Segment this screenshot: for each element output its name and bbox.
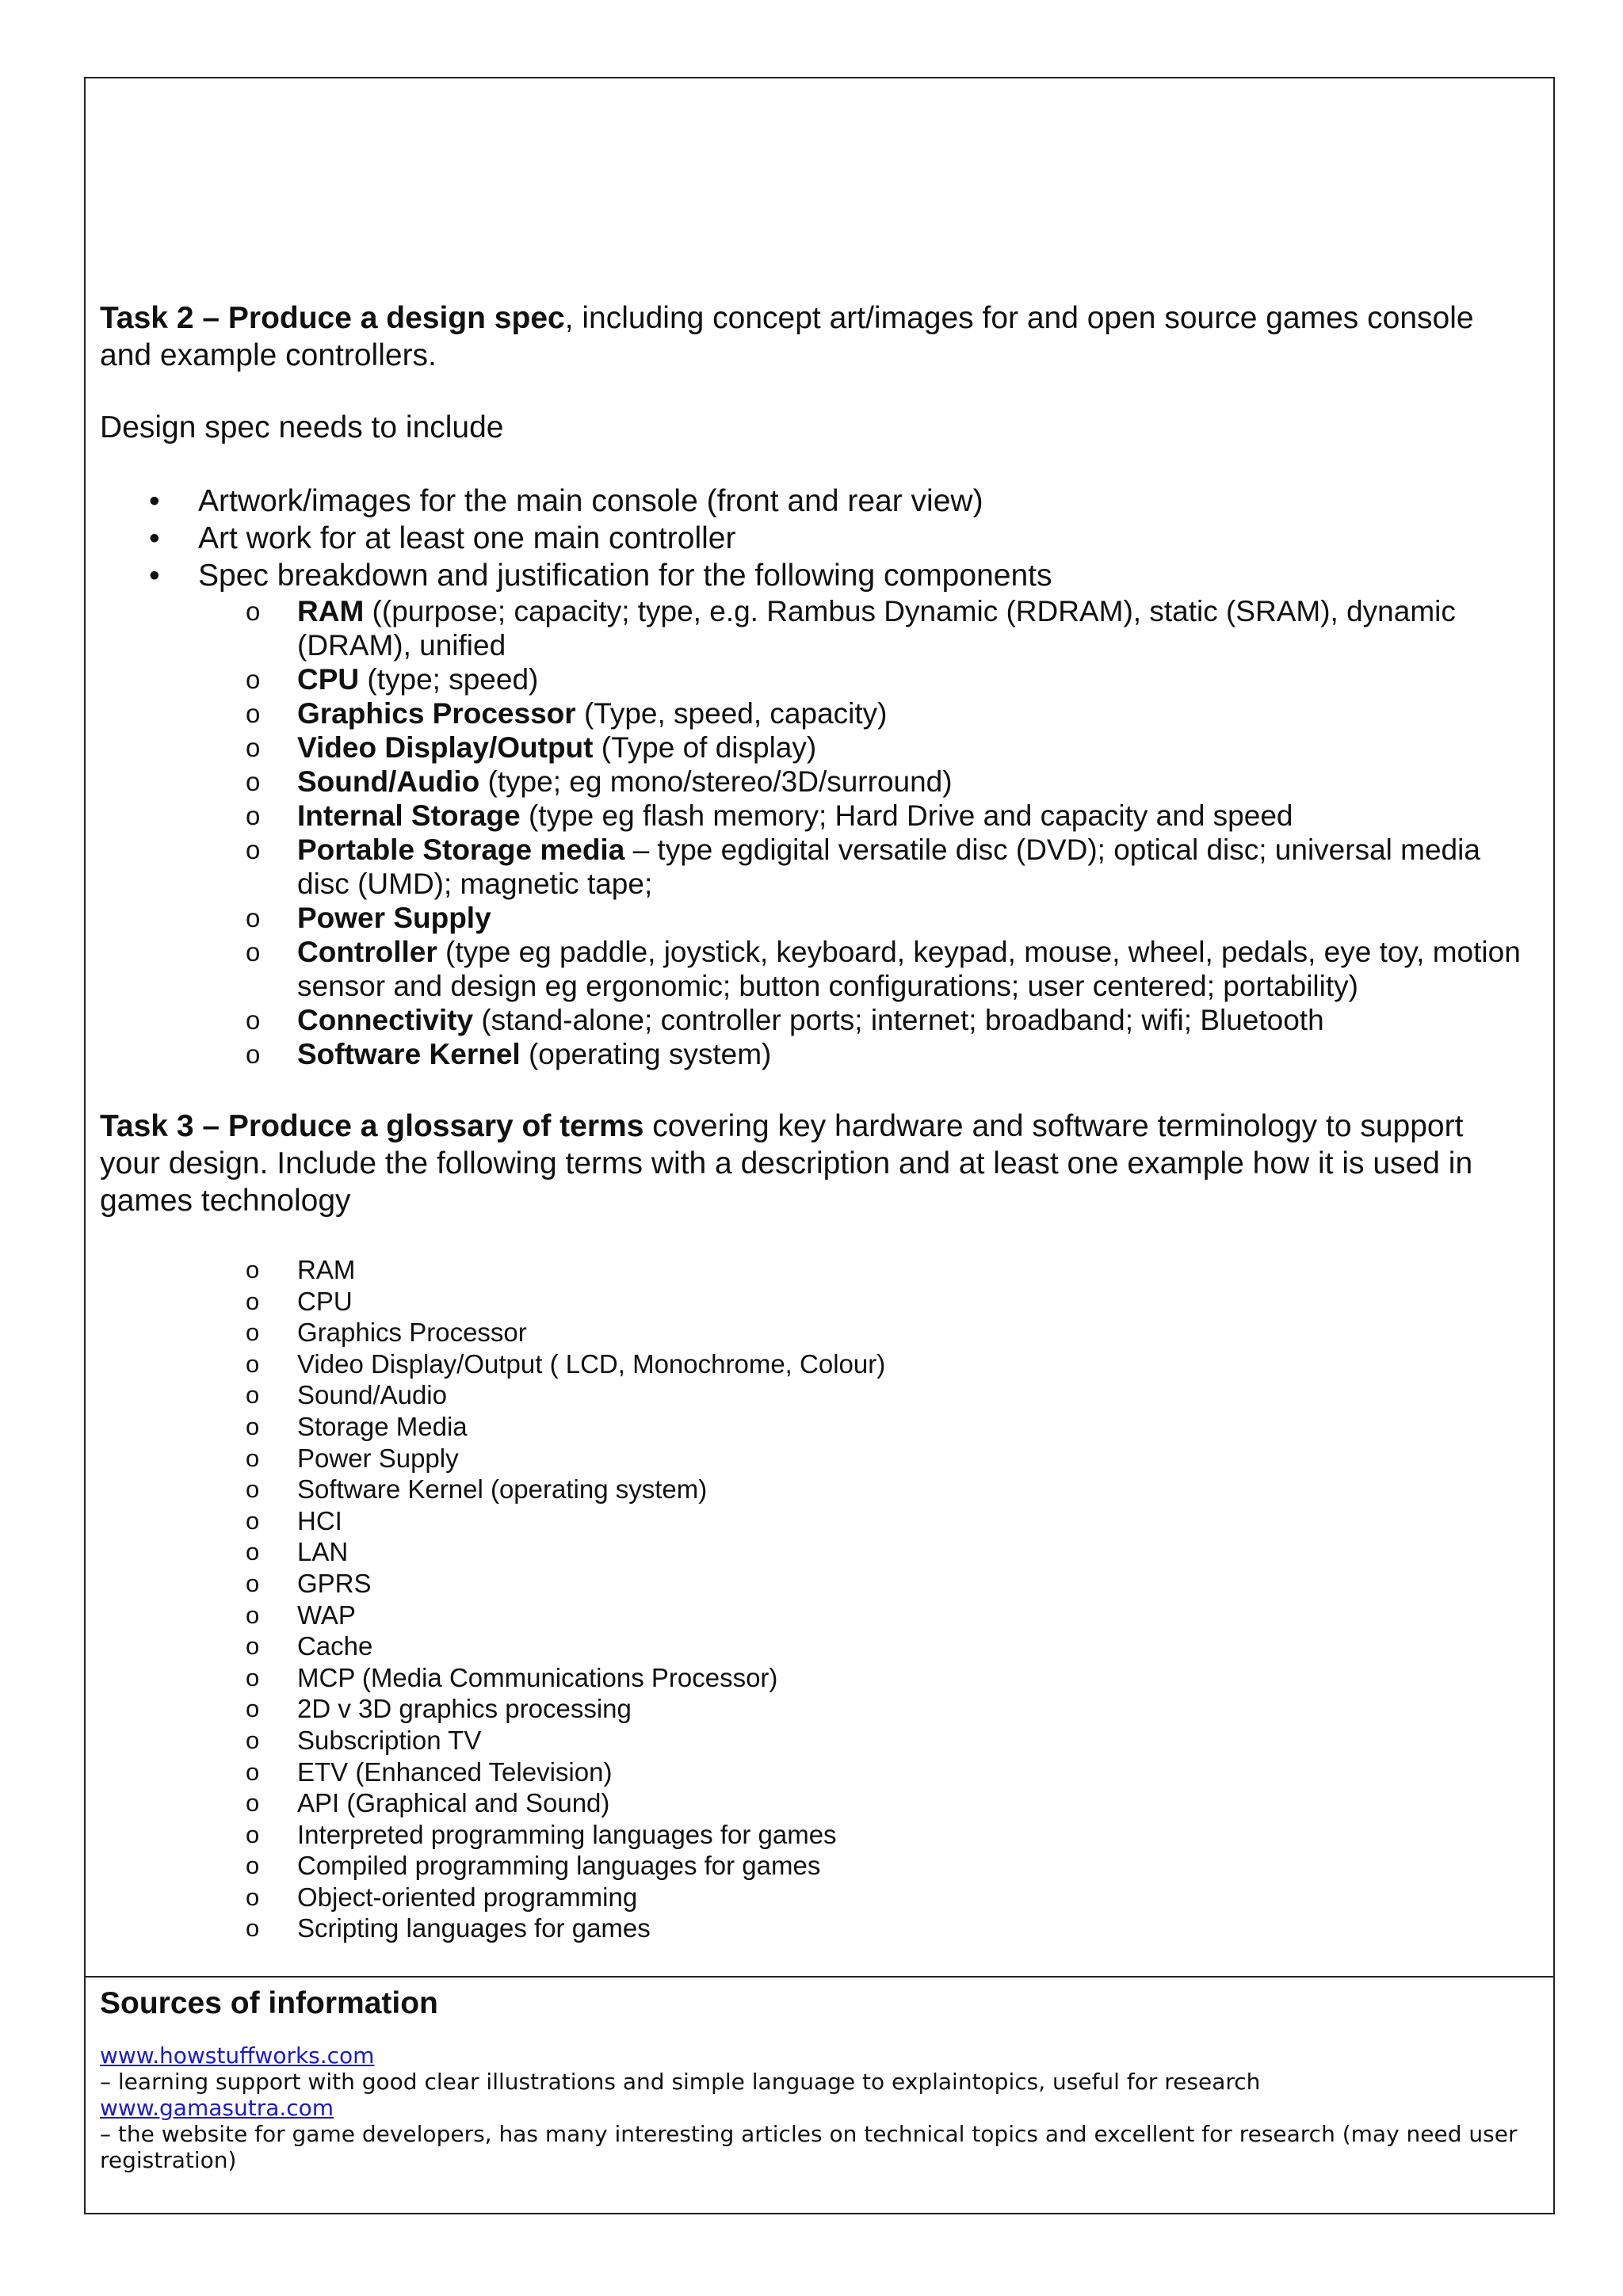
component-detail: (stand-alone; controller ports; internet; broadband; wifi; Bluetooth bbox=[473, 1004, 1324, 1036]
glossary-term: o Storage Media bbox=[100, 1411, 1526, 1443]
component-item bbox=[100, 799, 1526, 833]
glossary-term: o Subscription TV bbox=[100, 1725, 1526, 1756]
glossary-term: o Video Display/Output ( LCD, Monochrome, Colour) bbox=[100, 1348, 1526, 1380]
glossary-term: o Sound/Audio bbox=[100, 1379, 1526, 1411]
glossary-term: o Cache bbox=[100, 1630, 1526, 1662]
component-detail: (Type of display) bbox=[593, 731, 817, 764]
glossary-term: o HCI bbox=[100, 1505, 1526, 1537]
component-name: Software Kernel bbox=[297, 1038, 521, 1070]
component-item bbox=[100, 1003, 1526, 1037]
glossary-term: o GPRS bbox=[100, 1568, 1526, 1600]
component-detail: – type egdigital versatile disc (DVD); optical disc; universal media disc (UMD); magnetic tape; bbox=[297, 833, 1480, 900]
sources-title: Sources of information bbox=[100, 1986, 438, 2020]
glossary-term: o API (Graphical and Sound) bbox=[100, 1787, 1526, 1819]
bullet-item: • Spec breakdown and justification for the following components bbox=[100, 557, 1526, 594]
component-item bbox=[100, 833, 1526, 901]
glossary-term: o Compiled programming languages for games bbox=[100, 1850, 1526, 1882]
glossary-term-list bbox=[100, 1254, 1526, 1944]
component-name: Graphics Processor bbox=[297, 697, 576, 730]
task2-description: , including concept art/images for and open source games console and example controllers. bbox=[100, 301, 1474, 372]
source-link-gamasutra[interactable]: www.gamasutra.com bbox=[100, 2095, 334, 2121]
component-name: RAM bbox=[297, 595, 365, 627]
component-item bbox=[100, 696, 1526, 730]
component-detail: ((purpose; capacity; type, e.g. Rambus Dynamic (RDRAM), static (SRAM), dynamic (DRAM), unified bbox=[297, 595, 1456, 662]
task2-heading bbox=[100, 299, 1526, 374]
component-name: Controller bbox=[297, 936, 437, 968]
bullet-item: • Art work for at least one main controller bbox=[100, 520, 1526, 557]
component-name: Connectivity bbox=[297, 1004, 474, 1036]
glossary-term: o Software Kernel (operating system) bbox=[100, 1474, 1526, 1505]
component-detail: (type eg paddle, joystick, keyboard, keypad, mouse, wheel, pedals, eye toy, motion sensor and design eg ergonomic; button configurations; user centered; portability) bbox=[297, 936, 1521, 1002]
glossary-term: o MCP (Media Communications Processor) bbox=[100, 1662, 1526, 1694]
component-name: Sound/Audio bbox=[297, 765, 480, 798]
source-link-howstuffworks[interactable]: www.howstuffworks.com bbox=[100, 2042, 375, 2069]
task3-title: Task 3 – Produce a glossary of terms bbox=[100, 1109, 644, 1143]
glossary-term: o Object-oriented programming bbox=[100, 1882, 1526, 1913]
source-entry bbox=[100, 2095, 1526, 2173]
component-name: CPU bbox=[297, 663, 360, 696]
component-name: Portable Storage media bbox=[297, 833, 625, 866]
component-item bbox=[100, 730, 1526, 765]
component-detail: (type eg flash memory; Hard Drive and capacity and speed bbox=[520, 799, 1293, 832]
main-content bbox=[100, 299, 1526, 1944]
component-item bbox=[100, 594, 1526, 662]
glossary-term: o ETV (Enhanced Television) bbox=[100, 1756, 1526, 1788]
source-entry bbox=[100, 2042, 1526, 2095]
glossary-term: o Power Supply bbox=[100, 1443, 1526, 1474]
component-list bbox=[100, 594, 1526, 1071]
task2-intro: Design spec needs to include bbox=[100, 410, 504, 444]
component-item bbox=[100, 901, 1526, 935]
glossary-term: o 2D v 3D graphics processing bbox=[100, 1693, 1526, 1725]
task3-heading bbox=[100, 1108, 1526, 1219]
glossary-term: o RAM bbox=[100, 1254, 1526, 1286]
task2-title: Task 2 – Produce a design spec bbox=[100, 301, 565, 335]
component-detail: (operating system) bbox=[520, 1038, 772, 1070]
component-item bbox=[100, 662, 1526, 696]
glossary-term: o Interpreted programming languages for games bbox=[100, 1819, 1526, 1851]
task3-description: covering key hardware and software terminology to support your design. Include the following terms with a description and at least one example how it is used in games technology bbox=[100, 1109, 1473, 1218]
glossary-term: o CPU bbox=[100, 1286, 1526, 1318]
component-item bbox=[100, 1037, 1526, 1071]
component-name: Video Display/Output bbox=[297, 731, 594, 764]
glossary-term: o Scripting languages for games bbox=[100, 1913, 1526, 1944]
task2-bullet-list bbox=[100, 482, 1526, 594]
glossary-term: o LAN bbox=[100, 1536, 1526, 1568]
source-description: – learning support with good clear illustrations and simple language to explaintopics, useful for research bbox=[100, 2069, 1261, 2095]
component-name: Internal Storage bbox=[297, 799, 521, 832]
component-detail: (type; speed) bbox=[359, 663, 539, 696]
glossary-term: o WAP bbox=[100, 1600, 1526, 1631]
sources-section bbox=[100, 1985, 1526, 2173]
component-item bbox=[100, 765, 1526, 799]
component-detail: (type; eg mono/stereo/3D/surround) bbox=[479, 765, 953, 798]
component-name: Power Supply bbox=[297, 902, 491, 934]
bullet-item: • Artwork/images for the main console (front and rear view) bbox=[100, 482, 1526, 520]
component-detail: (Type, speed, capacity) bbox=[575, 697, 888, 730]
component-item bbox=[100, 935, 1526, 1003]
source-description: – the website for game developers, has many interesting articles on technical topics and excellent for research (may need user registration) bbox=[100, 2121, 1518, 2173]
glossary-term: o Graphics Processor bbox=[100, 1317, 1526, 1348]
